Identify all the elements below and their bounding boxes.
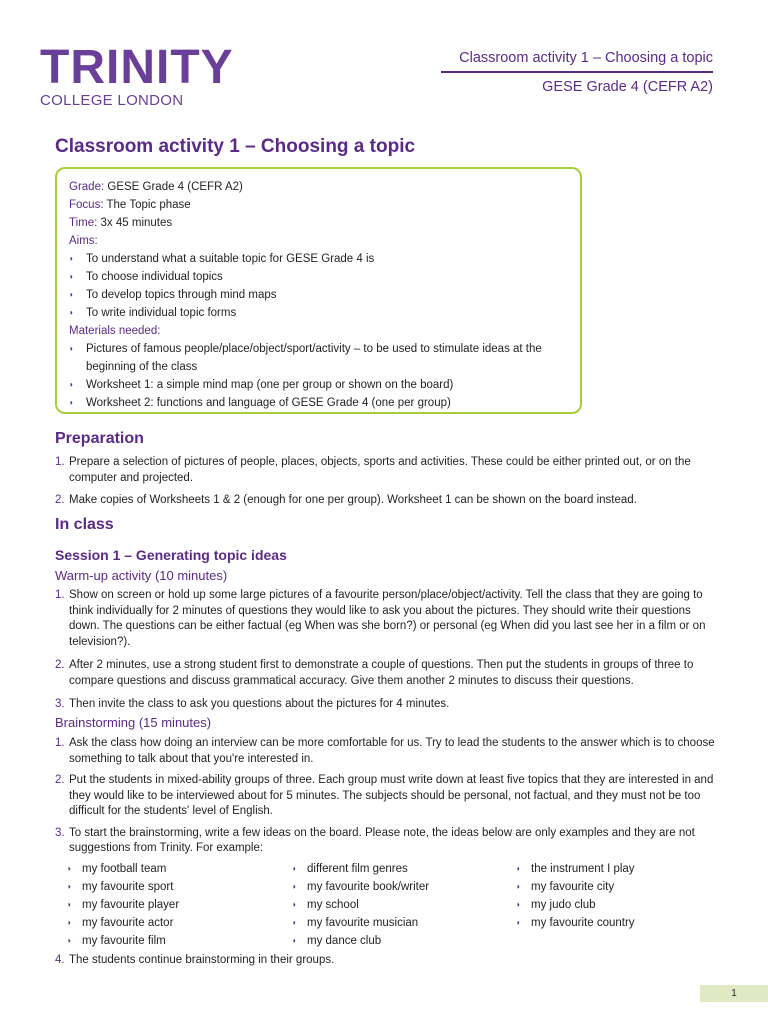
brainstorming-list bbox=[55, 736, 720, 857]
final-step-list bbox=[55, 953, 720, 969]
running-header bbox=[441, 50, 713, 95]
list-item bbox=[69, 340, 568, 376]
material-text: Pictures of famous people/place/object/sport/activity – to be used to stimulate ideas at the beginning of the class bbox=[86, 343, 542, 373]
example-text: my dance club bbox=[307, 935, 382, 947]
focus-value: The Topic phase bbox=[106, 199, 191, 211]
triangle-bullet-icon: ◗ bbox=[292, 864, 297, 873]
running-header-title: Classroom activity 1 – Choosing a topic bbox=[441, 50, 713, 73]
grade-label: Grade: bbox=[69, 181, 105, 193]
item-number: 1. bbox=[55, 589, 65, 601]
list-item bbox=[516, 878, 736, 896]
list-item bbox=[516, 914, 736, 932]
preparation-list bbox=[55, 455, 720, 509]
brainstorming-subheading bbox=[55, 715, 211, 730]
examples-column-2 bbox=[292, 860, 512, 950]
triangle-bullet-icon: ◗ bbox=[516, 900, 521, 909]
list-item bbox=[55, 588, 720, 650]
preparation-heading: Preparation bbox=[55, 430, 144, 447]
list-item bbox=[55, 493, 720, 509]
warmup-label: Warm-up activity bbox=[55, 568, 152, 583]
triangle-bullet-icon: ◗ bbox=[69, 290, 74, 299]
triangle-bullet-icon: ◗ bbox=[516, 864, 521, 873]
item-text: Ask the class how doing an interview can be more comfortable for us. Try to lead the students to the answer which is to choose something to talk about that you're interested in. bbox=[69, 737, 715, 765]
page-title: Classroom activity 1 – Choosing a topic bbox=[55, 136, 416, 157]
list-item bbox=[67, 932, 287, 950]
triangle-bullet-icon: ◗ bbox=[67, 936, 72, 945]
triangle-bullet-icon: ◗ bbox=[67, 882, 72, 891]
list-item bbox=[69, 268, 568, 286]
item-text: Then invite the class to ask you questions about the pictures for 4 minutes. bbox=[69, 698, 450, 710]
materials-list bbox=[69, 340, 568, 412]
item-text: To start the brainstorming, write a few ideas on the board. Please note, the ideas below are only examples and they are not suggestions from Trinity. For example: bbox=[69, 826, 695, 854]
examples-column-1 bbox=[67, 860, 287, 950]
example-text: my favourite sport bbox=[82, 881, 174, 893]
item-text: After 2 minutes, use a strong student first to demonstrate a couple of questions. Then put the students in groups of three to compare questions and discuss grammatical accuracy. Give them another 2 minutes to discuss their questions. bbox=[69, 659, 694, 687]
list-item bbox=[516, 896, 736, 914]
example-text: my favourite book/writer bbox=[307, 881, 430, 893]
material-text: Worksheet 2: functions and language of GESE Grade 4 (one per group) bbox=[86, 397, 451, 409]
aim-text: To understand what a suitable topic for GESE Grade 4 is bbox=[86, 253, 375, 265]
list-item bbox=[55, 826, 720, 857]
example-text: my judo club bbox=[531, 899, 596, 911]
warmup-subheading bbox=[55, 568, 227, 583]
triangle-bullet-icon: ◗ bbox=[67, 900, 72, 909]
item-text: Make copies of Worksheets 1 & 2 (enough for one per group). Worksheet 1 can be shown on the board instead. bbox=[69, 494, 637, 506]
list-item bbox=[55, 773, 720, 820]
example-text: my favourite film bbox=[82, 935, 166, 947]
aims-label: Aims: bbox=[69, 235, 98, 247]
logo-subtitle: COLLEGE LONDON bbox=[40, 92, 184, 109]
triangle-bullet-icon: ◗ bbox=[516, 918, 521, 927]
time-row bbox=[69, 214, 568, 232]
triangle-bullet-icon: ◗ bbox=[69, 344, 74, 353]
logo-wordmark: TRINITY bbox=[40, 41, 234, 94]
list-item bbox=[55, 697, 720, 713]
example-text: different film genres bbox=[307, 863, 408, 875]
item-number: 2. bbox=[55, 659, 65, 671]
list-item bbox=[292, 914, 512, 932]
page-number: 1 bbox=[700, 985, 768, 1002]
trinity-logo bbox=[40, 41, 234, 109]
list-item bbox=[292, 896, 512, 914]
materials-label: Materials needed: bbox=[69, 325, 161, 337]
triangle-bullet-icon: ◗ bbox=[69, 398, 74, 407]
item-number: 1. bbox=[55, 456, 65, 468]
list-item bbox=[67, 878, 287, 896]
item-text: The students continue brainstorming in their groups. bbox=[69, 954, 335, 966]
list-item bbox=[69, 394, 568, 412]
activity-summary-box bbox=[55, 167, 582, 414]
session-heading: Session 1 – Generating topic ideas bbox=[55, 547, 287, 563]
example-text: my favourite player bbox=[82, 899, 180, 911]
grade-row bbox=[69, 178, 568, 196]
list-item bbox=[292, 932, 512, 950]
list-item bbox=[69, 304, 568, 322]
time-value: 3x 45 minutes bbox=[100, 217, 173, 229]
aim-text: To choose individual topics bbox=[86, 271, 223, 283]
triangle-bullet-icon: ◗ bbox=[67, 864, 72, 873]
list-item bbox=[69, 250, 568, 268]
in-class-heading: In class bbox=[55, 516, 114, 533]
item-number: 2. bbox=[55, 494, 65, 506]
grade-value: GESE Grade 4 (CEFR A2) bbox=[107, 181, 243, 193]
material-text: Worksheet 1: a simple mind map (one per group or shown on the board) bbox=[86, 379, 454, 391]
list-item bbox=[67, 896, 287, 914]
warmup-duration: (10 minutes) bbox=[154, 568, 228, 583]
list-item bbox=[292, 878, 512, 896]
list-item bbox=[67, 860, 287, 878]
item-number: 2. bbox=[55, 774, 65, 786]
example-text: my favourite city bbox=[531, 881, 615, 893]
example-text: my favourite actor bbox=[82, 917, 174, 929]
aim-text: To develop topics through mind maps bbox=[86, 289, 277, 301]
example-text: my favourite musician bbox=[307, 917, 419, 929]
example-text: my football team bbox=[82, 863, 167, 875]
warmup-list bbox=[55, 588, 720, 713]
list-item bbox=[55, 455, 720, 486]
focus-row bbox=[69, 196, 568, 214]
item-number: 3. bbox=[55, 698, 65, 710]
examples-column-3 bbox=[516, 860, 736, 932]
list-item bbox=[67, 914, 287, 932]
triangle-bullet-icon: ◗ bbox=[292, 882, 297, 891]
brainstorm-label: Brainstorming bbox=[55, 715, 136, 730]
item-text: Prepare a selection of pictures of people, places, objects, sports and activities. These could be either printed out, or on the computer and projected. bbox=[69, 456, 691, 484]
list-item bbox=[292, 860, 512, 878]
brainstorm-duration: (15 minutes) bbox=[138, 715, 212, 730]
list-item bbox=[55, 953, 720, 969]
focus-label: Focus: bbox=[69, 199, 104, 211]
list-item bbox=[516, 860, 736, 878]
time-label: Time: bbox=[69, 217, 98, 229]
list-item bbox=[69, 376, 568, 394]
item-text: Put the students in mixed-ability groups of three. Each group must write down at least five topics that they are interested in and they would like to be interviewed about for 5 minutes. The subjects should be personal, not factual, and they must not be too difficult for the students' level of English. bbox=[69, 774, 714, 817]
running-header-grade: GESE Grade 4 (CEFR A2) bbox=[542, 79, 713, 95]
list-item bbox=[55, 658, 720, 689]
item-number: 4. bbox=[55, 954, 65, 966]
list-item bbox=[55, 736, 720, 767]
aims-list bbox=[69, 250, 568, 322]
item-text: Show on screen or hold up some large pictures of a favourite person/place/object/activity. Tell the class that they are going to think individually for 2 minutes of questions they would like to ask you about the pictures. They should write their questions down. The questions can be either factual (eg When was she born?) or personal (eg When did you last see her in a film or on television?). bbox=[69, 589, 706, 648]
aim-text: To write individual topic forms bbox=[86, 307, 237, 319]
triangle-bullet-icon: ◗ bbox=[69, 254, 74, 263]
list-item bbox=[69, 286, 568, 304]
triangle-bullet-icon: ◗ bbox=[292, 936, 297, 945]
triangle-bullet-icon: ◗ bbox=[69, 272, 74, 281]
triangle-bullet-icon: ◗ bbox=[516, 882, 521, 891]
triangle-bullet-icon: ◗ bbox=[292, 900, 297, 909]
triangle-bullet-icon: ◗ bbox=[292, 918, 297, 927]
triangle-bullet-icon: ◗ bbox=[69, 380, 74, 389]
triangle-bullet-icon: ◗ bbox=[67, 918, 72, 927]
example-text: the instrument I play bbox=[531, 863, 635, 875]
triangle-bullet-icon: ◗ bbox=[69, 308, 74, 317]
item-number: 1. bbox=[55, 737, 65, 749]
item-number: 3. bbox=[55, 826, 65, 839]
example-text: my favourite country bbox=[531, 917, 635, 929]
example-text: my school bbox=[307, 899, 359, 911]
